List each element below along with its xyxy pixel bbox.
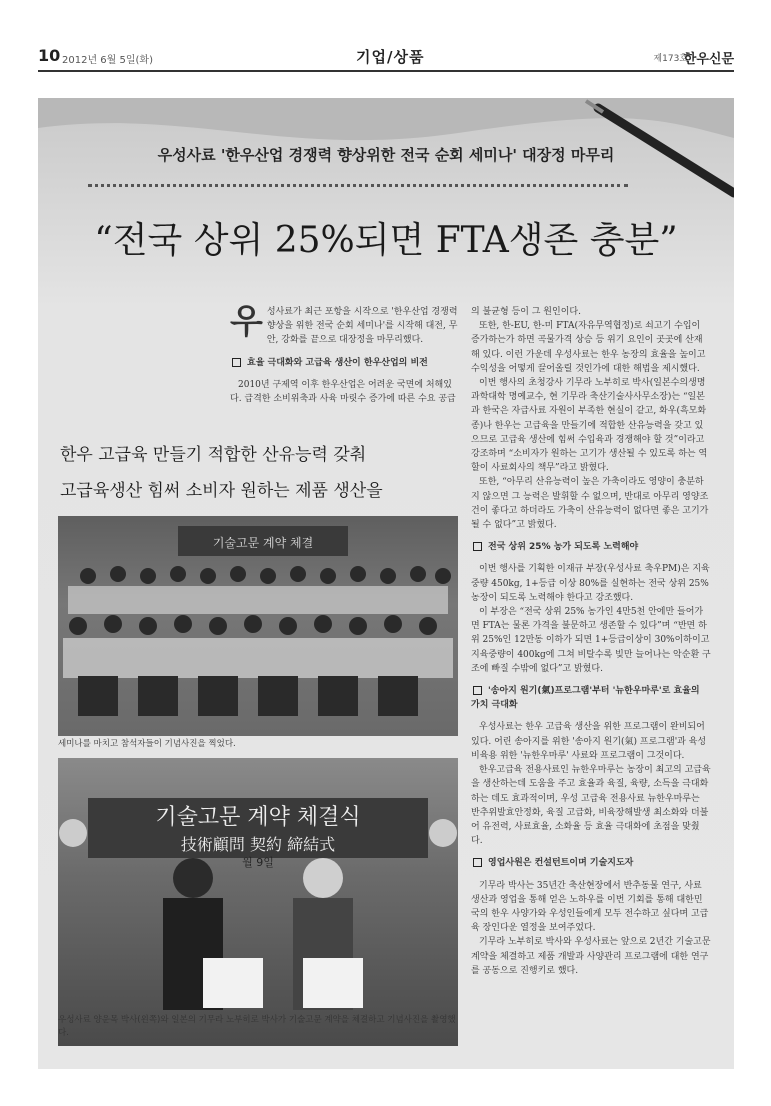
- checkbox-bullet-icon: [473, 686, 482, 695]
- photo-caption-2: 우성사료 양운목 박사(왼쪽)와 일본의 기무라 노부히로 박사가 기술고문 계약을 체결하고 기념사진을 촬영했다.: [58, 1015, 456, 1038]
- signing-photo: [58, 758, 458, 1046]
- signing-banner-hanja: 技術顧問 契約 締結式: [180, 835, 336, 854]
- group-photo-illustration: [58, 516, 458, 736]
- subheading: 전국 상위 25% 농가 되도록 노력해야: [471, 540, 711, 554]
- side-headline-1: 한우 고급육 만들기 적합한 산유능력 갖춰: [60, 445, 367, 465]
- newspaper-brand: 한우신문: [683, 52, 734, 67]
- paragraph: 2010년 구제역 이후 한우산업은 어려운 국면에 처해있다. 급격한 소비위축과 사육 마릿수 증가에 따른 수요 공급: [230, 379, 456, 405]
- issue-date: 2012년 6월 5일(화): [62, 55, 153, 66]
- paragraph: 기무라 박사는 35년간 축산현장에서 반추동물 연구, 사료 생산과 영업을 통해 얻은 노하우를 이번 기회를 통해 대한민국의 한우 사양가와 우성인들에게 모두 전수하고 싶다며 고급육 장인다운 열정을 보여주었다.: [471, 880, 709, 934]
- pen-decoration: [38, 98, 734, 308]
- checkbox-bullet-icon: [473, 542, 482, 551]
- side-headline-2: 고급육생산 힘써 소비자 원하는 제품 생산을: [60, 481, 383, 501]
- checkbox-bullet-icon: [473, 858, 482, 867]
- signing-banner-text: 기술고문 계약 체결식: [155, 805, 361, 830]
- article-column-1: [230, 302, 460, 406]
- article-kicker: 우성사료 '한우산업 경쟁력 향상위한 전국 순회 세미나' 대장정 마무리: [157, 146, 615, 164]
- paragraph: 우성사료는 한우 고급육 생산을 위한 프로그램이 완비되어있다. 어린 송아지를 위한 '송아지 원기(氣) 프로그램'과 육성 비육용 위한 '뉴한우마루' 사료와 프로그램이 그것이다.: [471, 722, 707, 761]
- masthead: [38, 42, 734, 70]
- paragraph: 한우고급육 전용사료인 뉴한우마루는 농장이 최고의 고급육을 생산하는데 도움을 주고 효율과 육질, 육량, 소득을 극대화하는 데도 효과적이며, 우성 고급육 전용사료 뉴한우마루는 반추위발효안정화, 육질 고급화, 비육장해발생 최소화와 더불어 유전력, 사료효율, 소화율 등 효율 극대화에 초점을 맞췄다.: [471, 765, 711, 847]
- checkbox-bullet-icon: [232, 358, 241, 367]
- paragraph: 성사료가 최근 포항을 시작으로 '한우산업 경쟁력 향상을 위한 전국 순회 세미나'를 시작해 대전, 무안, 강화를 끝으로 대장정을 마무리했다.: [266, 307, 458, 346]
- paragraph: 또한, 한-EU, 한-미 FTA(자유무역협정)로 쇠고기 수입이 증가하는가 하면 곡물가격 상승 등 위기 요인이 곳곳에 산재해 있다. 이런 가운데 우성사료는 한우 농장의 효율을 높이고 수익성을 어떻게 끌어올릴 것인가에 대한 해법을 제시했다.: [471, 321, 706, 374]
- article-panel: [38, 98, 734, 1069]
- paragraph: 기무라 노부히로 박사와 우성사료는 앞으로 2년간 기술고문 계약을 체결하고 제품 개발과 사양관리 프로그램에 대한 연구를 공동으로 진행키로 했다.: [471, 937, 711, 976]
- photo-caption-1: 세미나를 마치고 참석자들이 기념사진을 찍었다.: [58, 739, 236, 749]
- signing-date: 월 9일: [242, 856, 274, 869]
- banner-text: 기술고문 계약 체결: [212, 536, 314, 550]
- paragraph: 의 불균형 등이 그 원인이다.: [471, 307, 581, 317]
- masthead-rule: [38, 70, 734, 72]
- subheading: '송아지 원기(氣)프로그램'부터 '뉴한우마루'로 효율의 가치 극대화: [471, 686, 700, 711]
- section-title: 기업/상품: [356, 48, 425, 66]
- drop-cap: 우: [230, 302, 263, 342]
- article-column-2: [471, 305, 711, 978]
- paragraph: 이번 행사를 기획한 이재규 부장(우성사료 축우PM)은 지육중량 450kg, 1+등급 이상 80%를 실현하는 전국 상위 25% 농장이 되도록 노력해야 한다고 강조했다.: [471, 564, 710, 603]
- signing-photo-illustration: [58, 758, 458, 1010]
- dotted-divider: [88, 184, 628, 187]
- subheading: 효율 극대화와 고급육 생산이 한우산업의 비전: [230, 356, 460, 370]
- paragraph: 이번 행사의 초청강사 기무라 노부히로 박사(일본수의생명과학대학 명예교수, 현 기무라 축산기술사사무소장)는 “일본과 한국은 자급사료 자원이 부족한 현실이 같고, 화우(흑모화종)나 한우는 고급육을 만들기에 적합한 산유능력을 갖고 있으므로 고급육 생산에 힘써 수입육과 경쟁해야 할 것”이라고 강조하며 “소비자가 원하는 고기가 생산될 수 있도록 하는 역할이 사료회사의 책무”라고 밝혔다.: [471, 378, 708, 474]
- paragraph: 또한, “아무리 산유능력이 높은 가축이라도 영양이 충분하지 않으면 그 능력은 발휘할 수 없으며, 반대로 아무리 영양조건이 좋다고 하더라도 가축이 산유능력이 없다면 좋은 고기가 될 수 없다”고 밝혔다.: [471, 477, 709, 531]
- subheading: 영업사원은 컨설턴트이며 기술지도자: [471, 856, 711, 870]
- page-number: 10: [38, 46, 61, 65]
- article-headline: “전국 상위 25%되면 FTA생존 충분”: [94, 220, 678, 261]
- group-photo: [58, 516, 458, 736]
- paragraph: 이 부장은 “전국 상위 25% 농가인 4만5천 안에만 들어가면 FTA는 물론 가격을 불문하고 생존할 수 있다”며 “반면 하위 25%인 12만동 이하가 되면 1+등급이상이 30%이하이고 지육중량이 400kg에 그쳐 비탈수록 빚만 늘어나는 악순환 구조에 빠질 수밖에 없다”고 밝혔다.: [471, 607, 711, 674]
- issue-number: 제173호: [653, 54, 688, 64]
